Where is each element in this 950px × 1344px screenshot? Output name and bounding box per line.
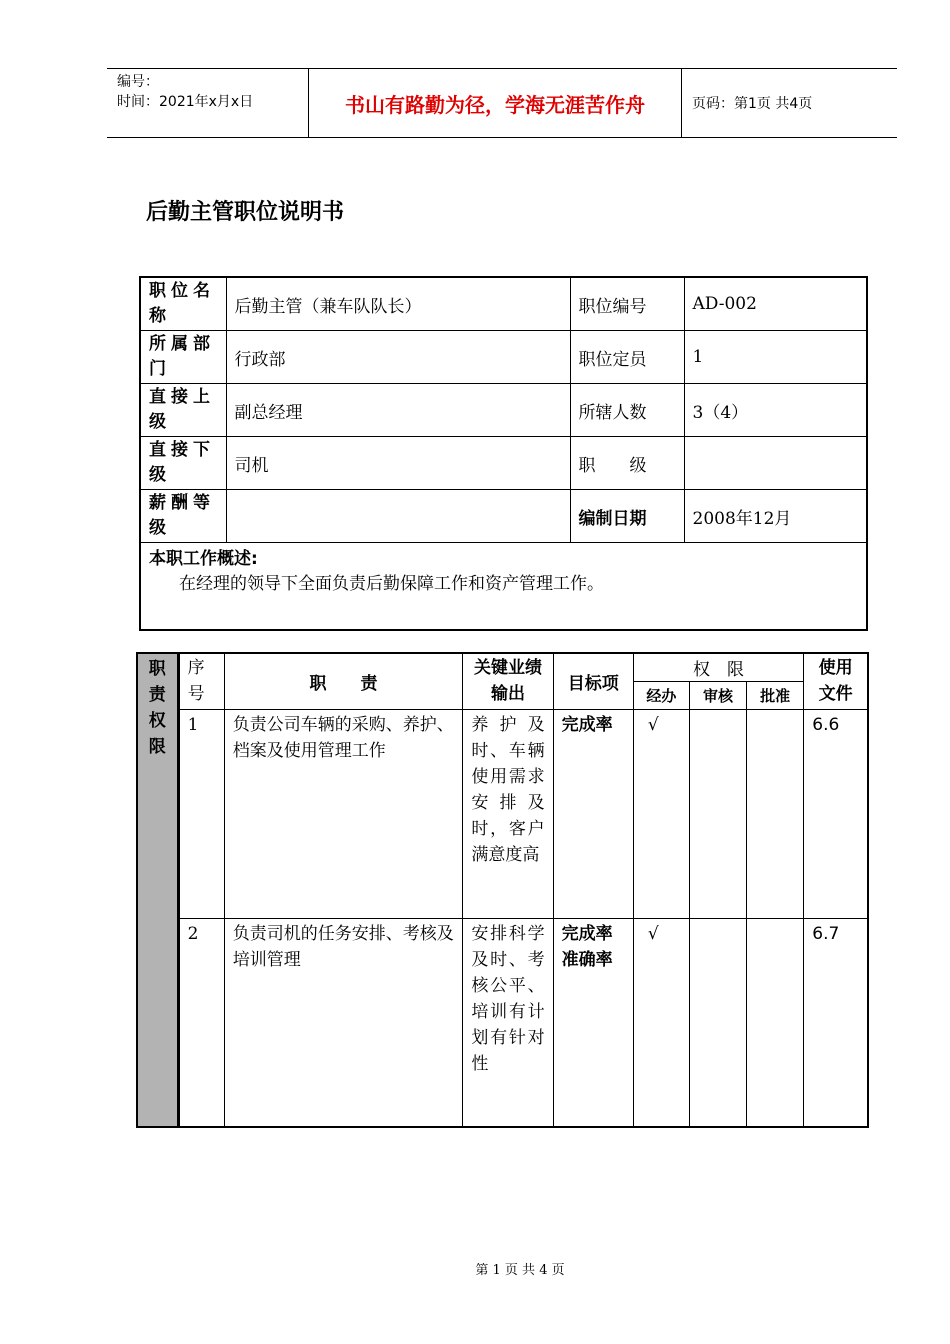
position-info-table — [139, 276, 868, 631]
row-doc: 6.6 — [804, 709, 868, 918]
field-value: 行政部 — [226, 331, 570, 384]
row-approve — [747, 709, 804, 918]
table-row — [137, 918, 868, 1127]
table-row — [140, 437, 867, 490]
field-label: 直接上级 — [140, 384, 226, 437]
row-handle: √ — [633, 918, 689, 1127]
job-summary — [140, 543, 867, 631]
table-row — [140, 277, 867, 331]
row-doc: 6.7 — [804, 918, 868, 1127]
row-kpi: 安排科学及时、考核公平、培训有计划有针对性 — [463, 918, 553, 1127]
field-value: AD-002 — [684, 277, 867, 331]
field-label: 职 级 — [570, 437, 684, 490]
field-value — [684, 437, 867, 490]
field-label: 所属部门 — [140, 331, 226, 384]
summary-text: 在经理的领导下全面负责后勤保障工作和资产管理工作。 — [179, 574, 604, 594]
page-footer: 第 1 页 共 4 页 — [475, 1263, 565, 1278]
header-review: 审核 — [689, 681, 746, 709]
field-value — [226, 490, 570, 543]
summary-label: 本职工作概述: — [149, 549, 258, 569]
field-label: 直接下级 — [140, 437, 226, 490]
header-seq: 序号 — [178, 653, 224, 709]
doc-time-label: 时间：2021年x月x日 — [117, 94, 254, 110]
header-page-number: 页码：第1页 共4页 — [692, 96, 813, 112]
table-row — [140, 384, 867, 437]
header-doc: 使用文件 — [804, 653, 868, 709]
header-handle: 经办 — [633, 681, 689, 709]
field-value: 司机 — [226, 437, 570, 490]
table-row — [140, 543, 867, 631]
page-header — [107, 68, 897, 138]
table-header-row — [137, 653, 868, 681]
field-label: 职位定员 — [570, 331, 684, 384]
field-value: 3（4） — [684, 384, 867, 437]
row-target: 完成率 — [553, 709, 633, 918]
row-approve — [747, 918, 804, 1127]
doc-number-label: 编号： — [117, 74, 159, 90]
header-kpi: 关键业绩输出 — [463, 653, 553, 709]
header-meta — [117, 72, 253, 112]
row-seq: 2 — [178, 918, 224, 1127]
row-duty: 负责司机的任务安排、考核及培训管理 — [224, 918, 463, 1127]
header-motto: 书山有路勤为径，学海无涯苦作舟 — [345, 92, 645, 117]
field-value: 1 — [684, 331, 867, 384]
row-target: 完成率准确率 — [553, 918, 633, 1127]
table-row — [140, 490, 867, 543]
header-divider — [681, 69, 682, 137]
field-label: 职位编号 — [570, 277, 684, 331]
row-seq: 1 — [178, 709, 224, 918]
table-row — [137, 709, 868, 918]
field-label: 所辖人数 — [570, 384, 684, 437]
row-kpi: 养护及时、车辆使用需求安排及时，客户满意度高 — [463, 709, 553, 918]
field-label: 薪酬等级 — [140, 490, 226, 543]
header-approve: 批准 — [747, 681, 804, 709]
field-value: 2008年12月 — [684, 490, 867, 543]
table-row — [140, 331, 867, 384]
row-review — [689, 709, 746, 918]
header-target: 目标项 — [553, 653, 633, 709]
row-duty: 负责公司车辆的采购、养护、档案及使用管理工作 — [224, 709, 463, 918]
row-handle: √ — [633, 709, 689, 918]
duty-authority-table — [136, 652, 869, 1128]
field-value: 副总经理 — [226, 384, 570, 437]
row-review — [689, 918, 746, 1127]
document-title: 后勤主管职位说明书 — [146, 200, 345, 225]
field-value: 后勤主管（兼车队队长） — [226, 277, 570, 331]
field-label: 编制日期 — [570, 490, 684, 543]
header-authority: 权 限 — [633, 653, 803, 681]
header-duty: 职 责 — [224, 653, 463, 709]
side-label: 职责权限 — [137, 653, 178, 1127]
field-label: 职位名称 — [140, 277, 226, 331]
